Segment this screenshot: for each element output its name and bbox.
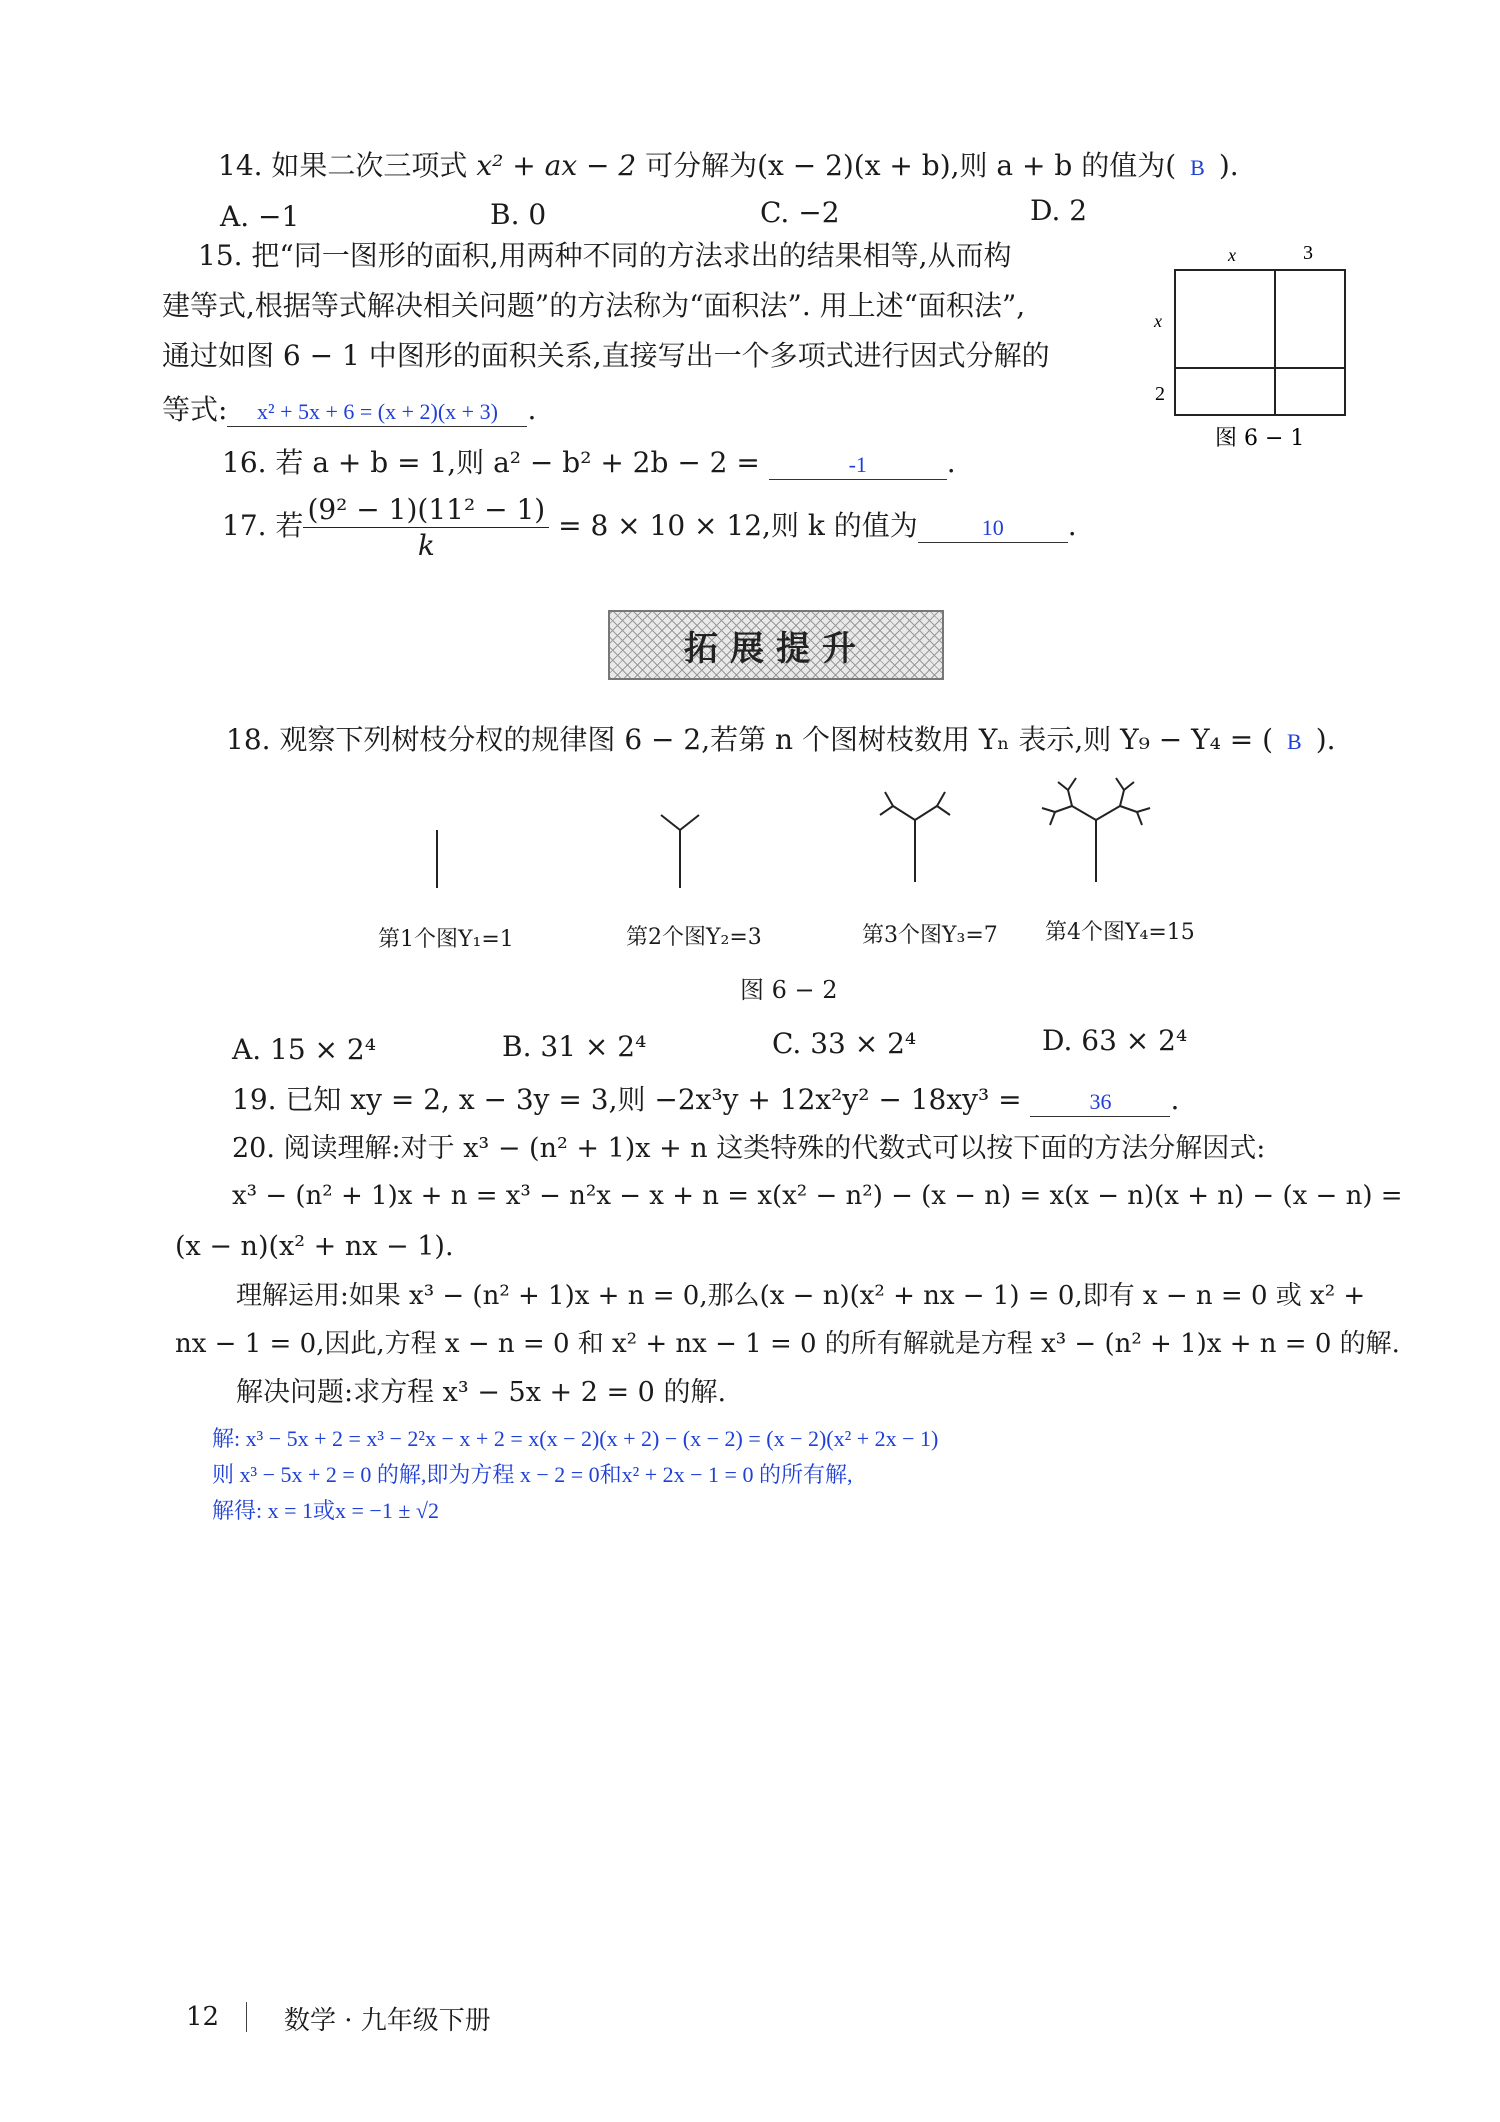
fig-6-1-caption: 图 6 − 1 [1215,426,1305,451]
q20-solution-3: 解得: x = 1或x = −1 ± √2 [212,1498,439,1523]
q18-answer: B [1287,729,1302,754]
figure-6-2-trees [380,770,1200,900]
q15-answer: x² + 5x + 6 = (x + 2)(x + 3) [227,398,527,427]
q15-line3: 通过如图 6 − 1 中图形的面积关系,直接写出一个多项式进行因式分解的 [162,339,1050,372]
q14-option-b: B. 0 [490,198,547,231]
q17-answer: 10 [918,514,1068,543]
tree-2 [661,815,699,888]
q14-option-c: C. −2 [760,196,840,229]
q18-option-a: A. 15 × 2⁴ [232,1033,376,1066]
q19-stem: 19. 已知 xy = 2, x − 3y = 3,则 −2x³y + 12x²y² − 18xy³ = 36 . [232,1083,1180,1116]
q18-option-c: C. 33 × 2⁴ [772,1027,917,1060]
q20-line6: 解决问题:求方程 x³ − 5x + 2 = 0 的解. [236,1377,727,1408]
page-number: 12 [186,2002,220,2032]
tree-caption-1: 第1个图Y₁=1 [378,927,514,952]
figure-6-1 [1140,235,1360,455]
outer-rect [1175,270,1345,415]
q15-line2: 建等式,根据等式解决相关问题”的方法称为“面积法”. 用上述“面积法”, [162,289,1026,322]
q16-stem: 16. 若 a + b = 1,则 a² − b² + 2b − 2 = -1 . [222,446,956,479]
q20-line2: x³ − (n² + 1)x + n = x³ − n²x − x + n = x(x² − n²) − (x − n) = x(x − n)(x + n) − (x − n) = [232,1181,1403,1211]
tree-3 [880,792,950,882]
q16-answer: -1 [769,451,947,480]
q19-answer: 36 [1030,1088,1170,1117]
q20-line3: (x − n)(x² + nx − 1). [175,1231,454,1262]
q14-option-a: A. −1 [220,200,300,233]
tree-caption-4: 第4个图Y₄=15 [1045,920,1195,945]
fig-6-2-caption: 图 6 − 2 [740,976,838,1004]
q20-line5: nx − 1 = 0,因此,方程 x − n = 0 和 x² + nx − 1 = 0 的所有解就是方程 x³ − (n² + 1)x + n = 0 的解. [175,1329,1400,1359]
fig-label-left-x: x [1154,311,1162,331]
q15-line4: 等式: x² + 5x + 6 = (x + 2)(x + 3) . [162,393,537,426]
q20-line4: 理解运用:如果 x³ − (n² + 1)x + n = 0,那么(x − n)(x² + nx − 1) = 0,即有 x − n = 0 或 x² + [236,1281,1366,1311]
q15-line1: 15. 把“同一图形的面积,用两种不同的方法求出的结果相等,从而构 [198,239,1012,272]
q17-stem: 17. 若 $\frac{\text{(9² − 1)(11² − 1)}}{k}$ = 8 × 10 × 12,则 k 的值为 10 . [222,493,1077,562]
q14-stem: 14. 如果二次三项式 x² + ax − 2 可分解为(x − 2)(x + b),则 a + b 的值为( B ). [218,149,1239,182]
fig-label-top-3: 3 [1303,242,1313,264]
footer-divider [246,2002,247,2032]
q18-option-b: B. 31 × 2⁴ [502,1030,647,1063]
fig-label-top-x: x [1228,245,1236,265]
q18-stem: 18. 观察下列树枝分杈的规律图 6 − 2,若第 n 个图树枝数用 Yₙ 表示,则 Y₉ − Y₄ = ( B ). [226,723,1336,756]
q17-fraction: $\frac{\text{(9² − 1)(11² − 1)}}{k}$ [303,492,549,563]
tree-caption-3: 第3个图Y₃=7 [862,923,998,948]
q18-option-d: D. 63 × 2⁴ [1042,1024,1188,1057]
q20-solution-2: 则 x³ − 5x + 2 = 0 的解,即为方程 x − 2 = 0和x² + 2x − 1 = 0 的所有解, [212,1462,853,1487]
tree-caption-2: 第2个图Y₂=3 [626,925,762,950]
q14-answer: B [1190,155,1205,180]
tree-4 [1042,778,1150,882]
section-banner: 拓展提升 [608,610,944,680]
q20-solution-1: 解: x³ − 5x + 2 = x³ − 2²x − x + 2 = x(x − 2)(x + 2) − (x − 2) = (x − 2)(x² + 2x − 1) [212,1426,939,1451]
q14-expr: x² + ax − 2 [476,149,637,182]
q14-option-d: D. 2 [1030,194,1088,227]
q20-line1: 20. 阅读理解:对于 x³ − (n² + 1)x + n 这类特殊的代数式可以按下面的方法分解因式: [232,1133,1266,1164]
book-title: 数学 · 九年级下册 [284,2006,491,2036]
fig-label-left-2: 2 [1155,383,1165,405]
